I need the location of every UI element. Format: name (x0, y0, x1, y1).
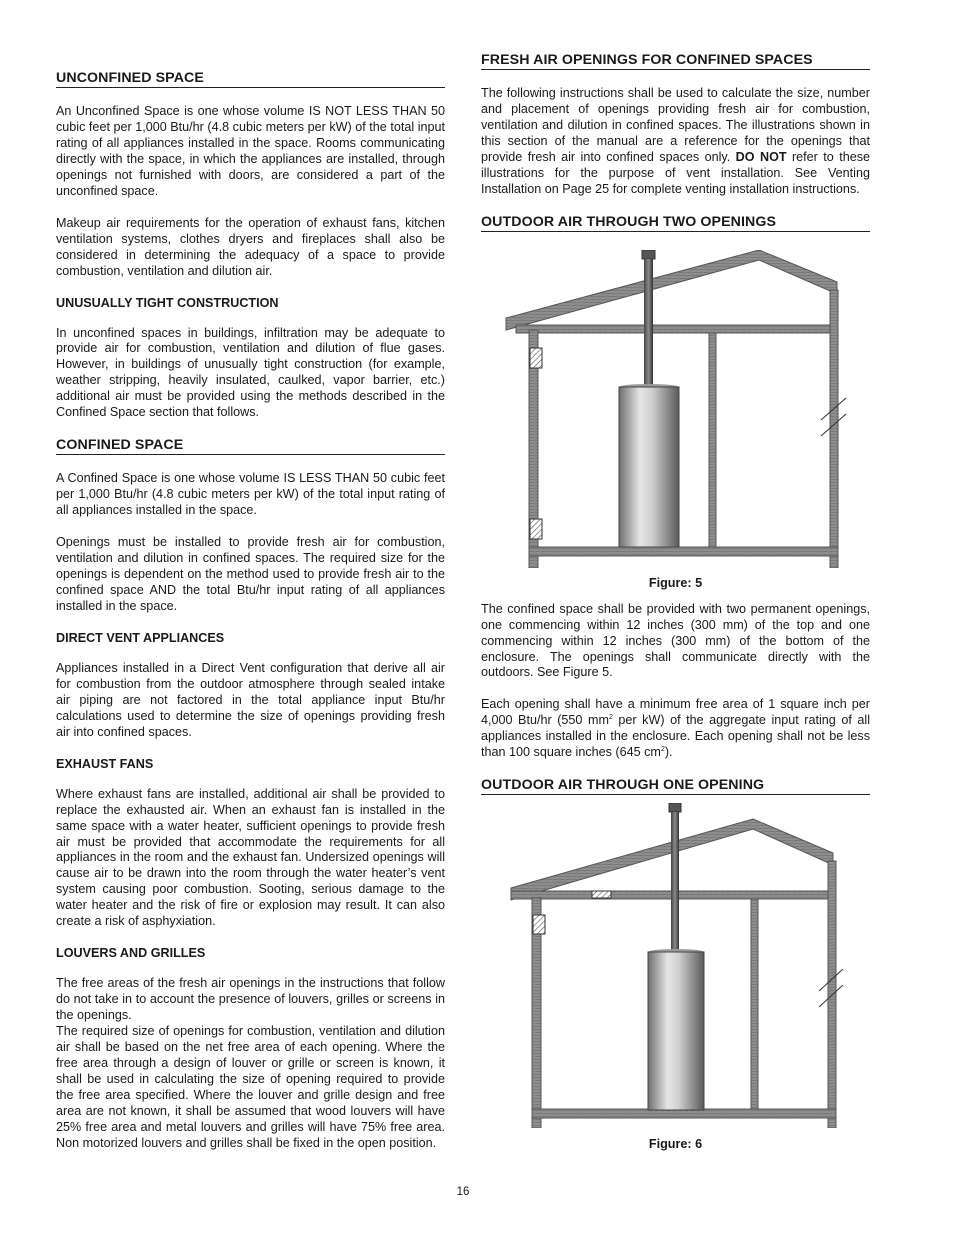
water-heater (619, 387, 679, 547)
figure-5 (481, 250, 870, 568)
unconfined-space-p1: An Unconfined Space is one whose volume IS NOT LESS THAN 50 cubic feet per 1,000 Btu/hr (4.8 cubic meters per kW) of the total input rating of all appliances installed in the space. Rooms communicating directly with the space, in which the appliances are installed, through openings not furnished with doors, are considered a part of the unconfined space. (56, 104, 445, 198)
top-opening (530, 348, 542, 368)
figure-6 (481, 803, 870, 1128)
left-column (56, 52, 445, 1152)
figure-6-caption: Figure: 6 (648, 1137, 703, 1152)
tight-construction-p1: In unconfined spaces in buildings, infiltration may be adequate to provide air for combustion, ventilation and dilution of flue gases. However, in buildings of unusually tight construction (for example, weather stripping, heavily insulated, caulked, vapor barrier, etc.) additional air must be provided using the methods described in the Confined Space section that follows. (56, 325, 445, 420)
water-heater (648, 952, 704, 1110)
unconfined-space-heading: UNCONFINED SPACE (56, 70, 445, 88)
two-openings-heading: OUTDOOR AIR THROUGH TWO OPENINGS (481, 214, 870, 232)
exhaust-fans-heading: EXHAUST FANS (56, 756, 154, 771)
unconfined-space-p2: Makeup air requirements for the operation of exhaust fans, kitchen ventilation systems, clothes dryers and fireplaces shall also be considered in determining the adequacy of a space to provide combustion, ventilation and dilution air. (56, 215, 445, 278)
louvers-p1: The free areas of the fresh air openings in the instructions that follow do not take in to account the presence of louvers, grilles or screens in the openings. (56, 976, 445, 1023)
two-openings-p2: Each opening shall have a minimum free area of 1 square inch per 4,000 Btu/hr (550 $mm^2$ per kW) of the aggregate input rating of all appliances installed in the enclosure. Each opening shall not be less than 100 square inches (645 $cm^2$). (481, 697, 870, 760)
tight-construction-heading: UNUSUALLY TIGHT CONSTRUCTION (56, 295, 279, 310)
direct-vent-p1: Appliances installed in a Direct Vent configuration that derive all air for combustion from the outdoor atmosphere through sealed intake air piping are not factored in the total appliance input Btu/hr calculations used to determine the size of openings providing fresh air into confined spaces. (56, 660, 445, 739)
one-opening-heading: OUTDOOR AIR THROUGH ONE OPENING (481, 777, 870, 795)
direct-vent-heading: DIRECT VENT APPLIANCES (56, 630, 225, 645)
exhaust-fans-p1: Where exhaust fans are installed, additional air shall be provided to replace the exhausted air. When an exhaust fan is installed in the same space with a water heater, sufficient openings to provide fresh air must be provided that accommodate the requirements for all appliances in the room and the exhaust fan. Undersized openings will cause air to be drawn into the room through the water heater’s vent system causing poor combustion. Sooting, serious damage to the water heater and the risk of fire or explosion may result. It can also create a risk of asphyxiation. (56, 786, 445, 929)
two-openings-p1: The confined space shall be provided with two permanent openings, one commencing within 12 inches (300 mm) of the top and one commencing within 12 inches (300 mm) of the bottom of the enclosure. The openings shall communicate directly with the outdoors. See Figure 5. (481, 601, 870, 680)
do-not-emphasis: DO NOT (735, 149, 787, 164)
figure-6-illustration (481, 803, 870, 1128)
confined-space-heading: CONFINED SPACE (56, 437, 445, 455)
ceiling-opening (592, 891, 611, 898)
louvers-p2: The required size of openings for combustion, ventilation and dilution air shall be based on the net free area of each opening. Where the free area through a design of louver or grille or screen is known, it shall be used in calculating the size of opening required to provide the free area specified. Where the louver and grille design and free area are not known, it shall be assumed that wood louvers will have 25% free area and metal louvers and grilles will have 75% free area. Non motorized louvers and grilles shall be fixed in the open position. (56, 1024, 445, 1150)
right-column (481, 52, 870, 1151)
figure-5-illustration (481, 250, 870, 568)
fresh-air-heading: FRESH AIR OPENINGS FOR CONFINED SPACES (481, 52, 870, 70)
fresh-air-p1: The following instructions shall be used to calculate the size, number and placement of openings providing fresh air for combustion, ventilation and dilution in confined spaces. The illustrations shown in this section of the manual are a reference for the openings that provide fresh air into confined spaces only. DO NOT refer to these illustrations for the purpose of vent installation. See Venting Installation on Page 25 for complete venting installation instructions. (481, 86, 871, 196)
confined-space-p1: A Confined Space is one whose volume IS LESS THAN 50 cubic feet per 1,000 Btu/hr (4.8 cubic meters per kW) of the total input rating of all appliances installed in the space. (56, 471, 445, 518)
bottom-opening (530, 519, 542, 539)
wall-opening (533, 915, 545, 934)
louvers-heading: LOUVERS AND GRILLES (56, 946, 206, 961)
confined-space-p2: Openings must be installed to provide fresh air for combustion, ventilation and dilution in confined spaces. The required size for the openings is dependent on the method used to provide fresh air to the confined space AND the total Btu/hr input rating of all appliances installed in the space. (56, 535, 445, 613)
figure-5-caption: Figure: 5 (648, 575, 703, 590)
page-number: 16 (456, 1186, 470, 1198)
